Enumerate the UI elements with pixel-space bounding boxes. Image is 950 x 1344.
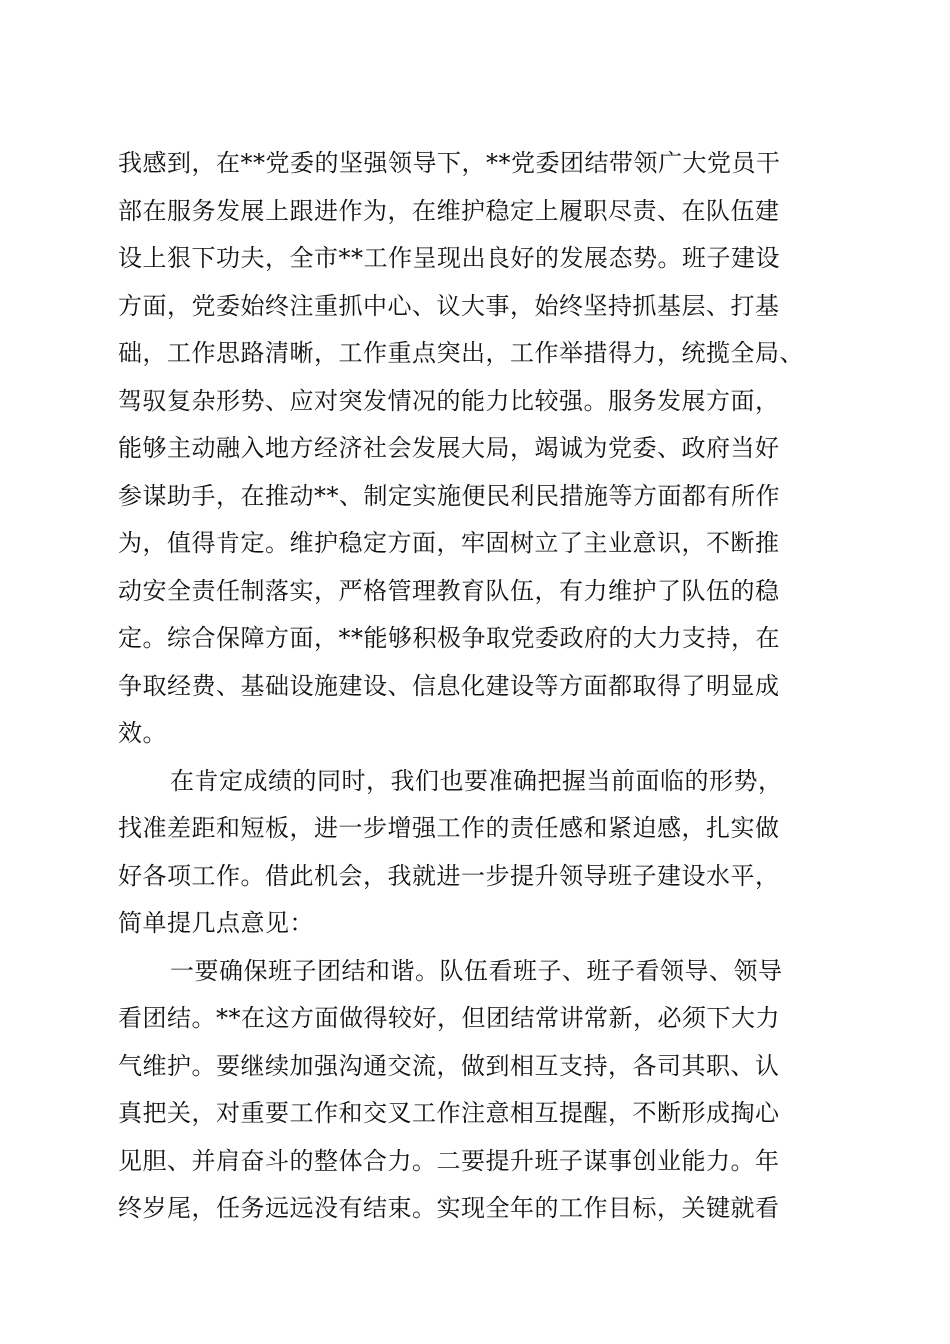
text-line: 见胆、并肩奋斗的整体合力。二要提升班子谋事创业能力。年: [118, 1146, 780, 1175]
text-line: 效。: [118, 719, 167, 747]
text-line: 终岁尾，任务远远没有结束。实现全年的工作目标，关键就看: [118, 1194, 780, 1222]
text-line: 础，工作思路清晰，工作重点突出，工作举措得力，统揽全局、: [118, 339, 804, 367]
text-line: 能够主动融入地方经济社会发展大局，竭诚为党委、政府当好: [118, 434, 780, 462]
text-line: 参谋助手，在推动**、制定实施便民利民措施等方面都有所作: [118, 481, 780, 510]
paragraph-first-line: 一要确保班子团结和谐。队伍看班子、班子看领导、领导: [170, 956, 783, 985]
text-line: 气维护。要继续加强沟通交流，做到相互支持，各司其职、认: [118, 1051, 780, 1080]
paragraph-first-line: 在肯定成绩的同时，我们也要准确把握当前面临的形势，: [170, 766, 783, 795]
text-line: 我感到，在**党委的坚强领导下，**党委团结带领广大党员干: [118, 149, 781, 177]
text-line: 动安全责任制落实，严格管理教育队伍，有力维护了队伍的稳: [118, 576, 780, 605]
document-body: [118, 140, 838, 1233]
text-line: 驾驭复杂形势、应对突发情况的能力比较强。服务发展方面，: [118, 386, 780, 415]
text-line: 争取经费、基础设施建设、信息化建设等方面都取得了明显成: [118, 671, 780, 700]
text-line: 看团结。**在这方面做得较好，但团结常讲常新，必须下大力: [118, 1004, 780, 1032]
text-line: 部在服务发展上跟进作为，在维护稳定上履职尽责、在队伍建: [118, 196, 780, 225]
text-line: 真把关，对重要工作和交叉工作注意相互提醒，不断形成掏心: [118, 1099, 780, 1127]
text-line: 方面，党委始终注重抓中心、议大事，始终坚持抓基层、打基: [118, 291, 780, 320]
text-line: 好各项工作。借此机会，我就进一步提升领导班子建设水平，: [118, 861, 780, 890]
text-line: 为，值得肯定。维护稳定方面，牢固树立了主业意识，不断推: [118, 529, 780, 557]
text-line: 设上狠下功夫，全市**工作呈现出良好的发展态势。班子建设: [118, 244, 780, 272]
text-line: 定。综合保障方面，**能够积极争取党委政府的大力支持，在: [118, 624, 780, 652]
text-line: 找准差距和短板，进一步增强工作的责任感和紧迫感，扎实做: [118, 814, 780, 842]
text-line: 简单提几点意见：: [118, 909, 314, 937]
